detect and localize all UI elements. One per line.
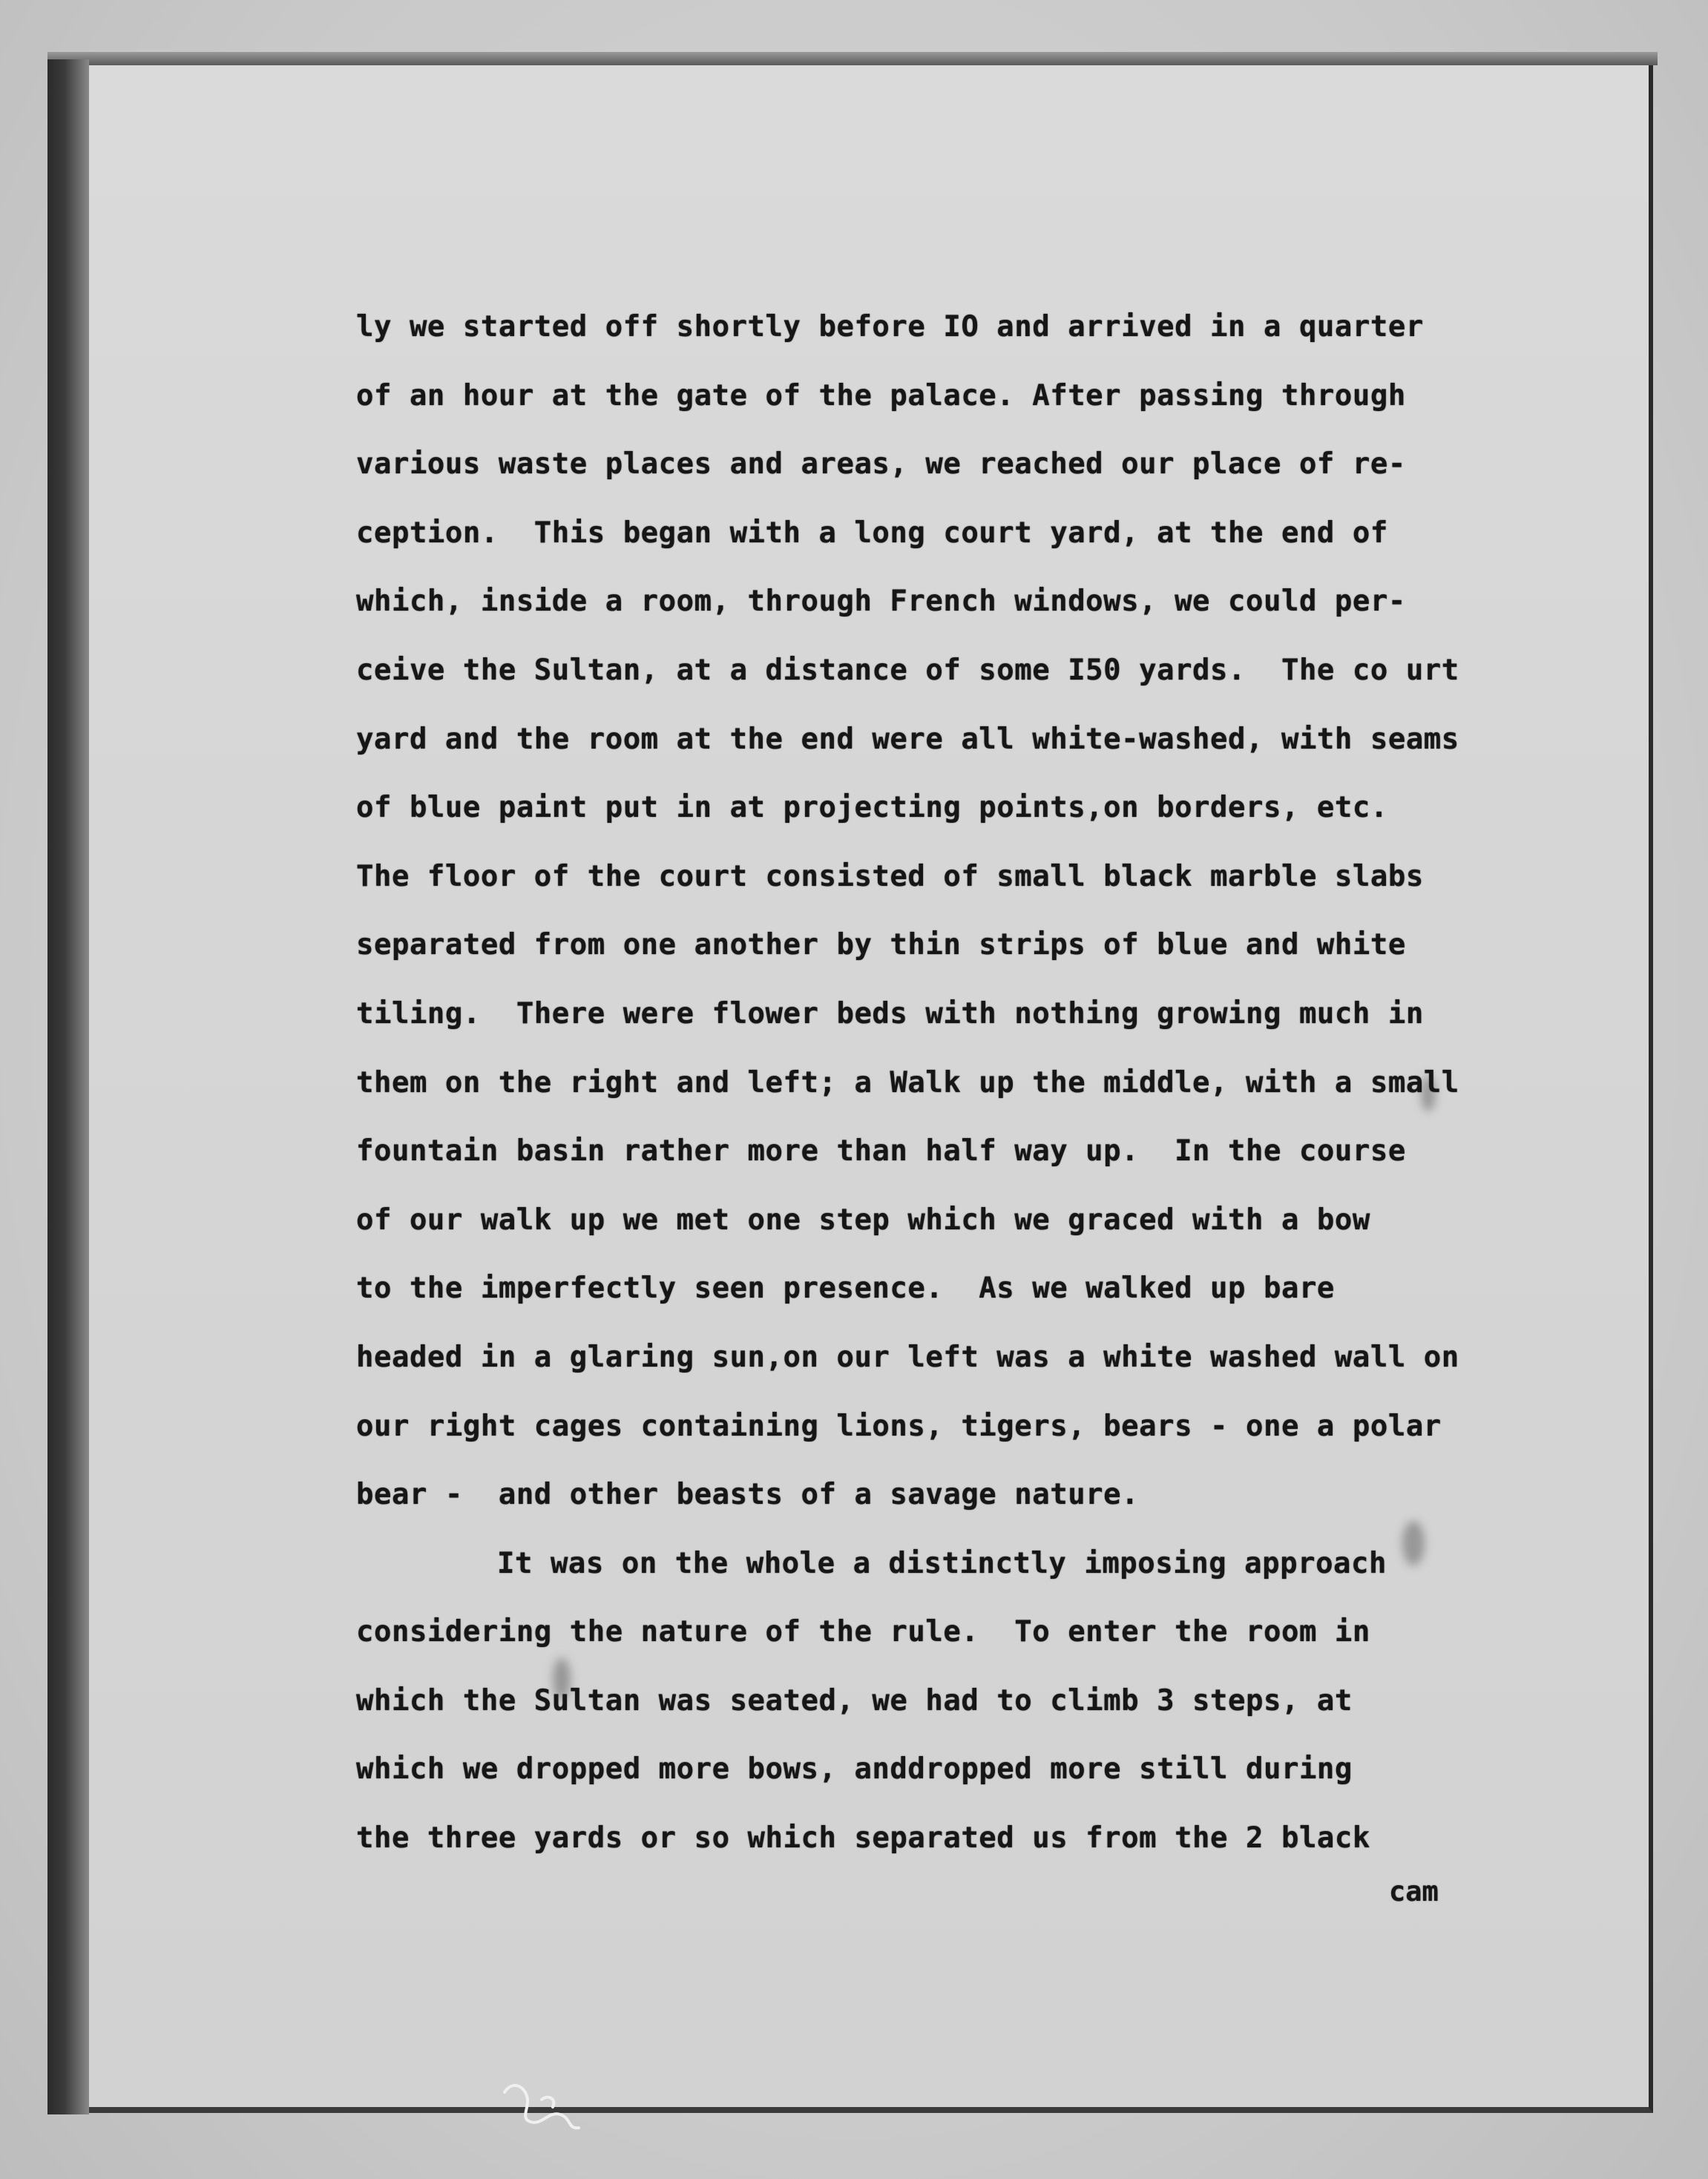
page-left-edge-shadow (47, 59, 89, 2114)
text-line: which the Sultan was seated, we had to climb 3 steps, at (356, 1683, 1353, 1718)
text-line: our right cages containing lions, tigers, bears - one a polar (356, 1409, 1442, 1443)
text-line: separated from one another by thin strips of blue and white (356, 928, 1406, 962)
text-line: of blue paint put in at projecting points,on borders, etc. (356, 791, 1388, 825)
text-line: which, inside a room, through French windows, we could per- (356, 585, 1406, 619)
text-line: them on the right and left; a Walk up the middle, with a small (356, 1065, 1459, 1100)
body-text (356, 293, 1603, 1873)
text-line: tiling. There were flower beds with nothing growing much in (356, 996, 1424, 1031)
text-line: The floor of the court consisted of small black marble slabs (356, 859, 1424, 893)
text-line: various waste places and areas, we reached our place of re- (356, 447, 1406, 482)
text-line: which we dropped more bows, anddropped more still during (356, 1752, 1353, 1787)
text-line: of an hour at the gate of the palace. After passing through (356, 378, 1406, 413)
text-line: headed in a glaring sun,on our left was a white washed wall on (356, 1340, 1459, 1374)
text-line: considering the nature of the rule. To enter the room in (356, 1615, 1370, 1649)
text-line: the three yards or so which separated us from the 2 black (356, 1821, 1370, 1856)
text-line: ly we started off shortly before IO and arrived in a quarter (356, 310, 1424, 344)
text-line: bear - and other beasts of a savage nature. (356, 1478, 1140, 1512)
page-top-edge-shadow (47, 52, 1658, 65)
text-line: ception. This began with a long court yard, at the end of (356, 516, 1388, 550)
text-line: to the imperfectly seen presence. As we walked up bare (356, 1272, 1335, 1306)
pencil-doodle-mark (497, 2077, 594, 2137)
text-line: yard and the room at the end were all white-washed, with seams (356, 722, 1459, 756)
text-line: of our walk up we met one step which we graced with a bow (356, 1203, 1370, 1237)
text-line: ceive the Sultan, at a distance of some I50 yards. The co urt (356, 653, 1459, 687)
catchword: cam (1389, 1876, 1439, 1907)
text-line: fountain basin rather more than half way up. In the course (356, 1134, 1406, 1169)
text-line-paragraph-start: It was on the whole a distinctly imposing approach (497, 1546, 1387, 1580)
